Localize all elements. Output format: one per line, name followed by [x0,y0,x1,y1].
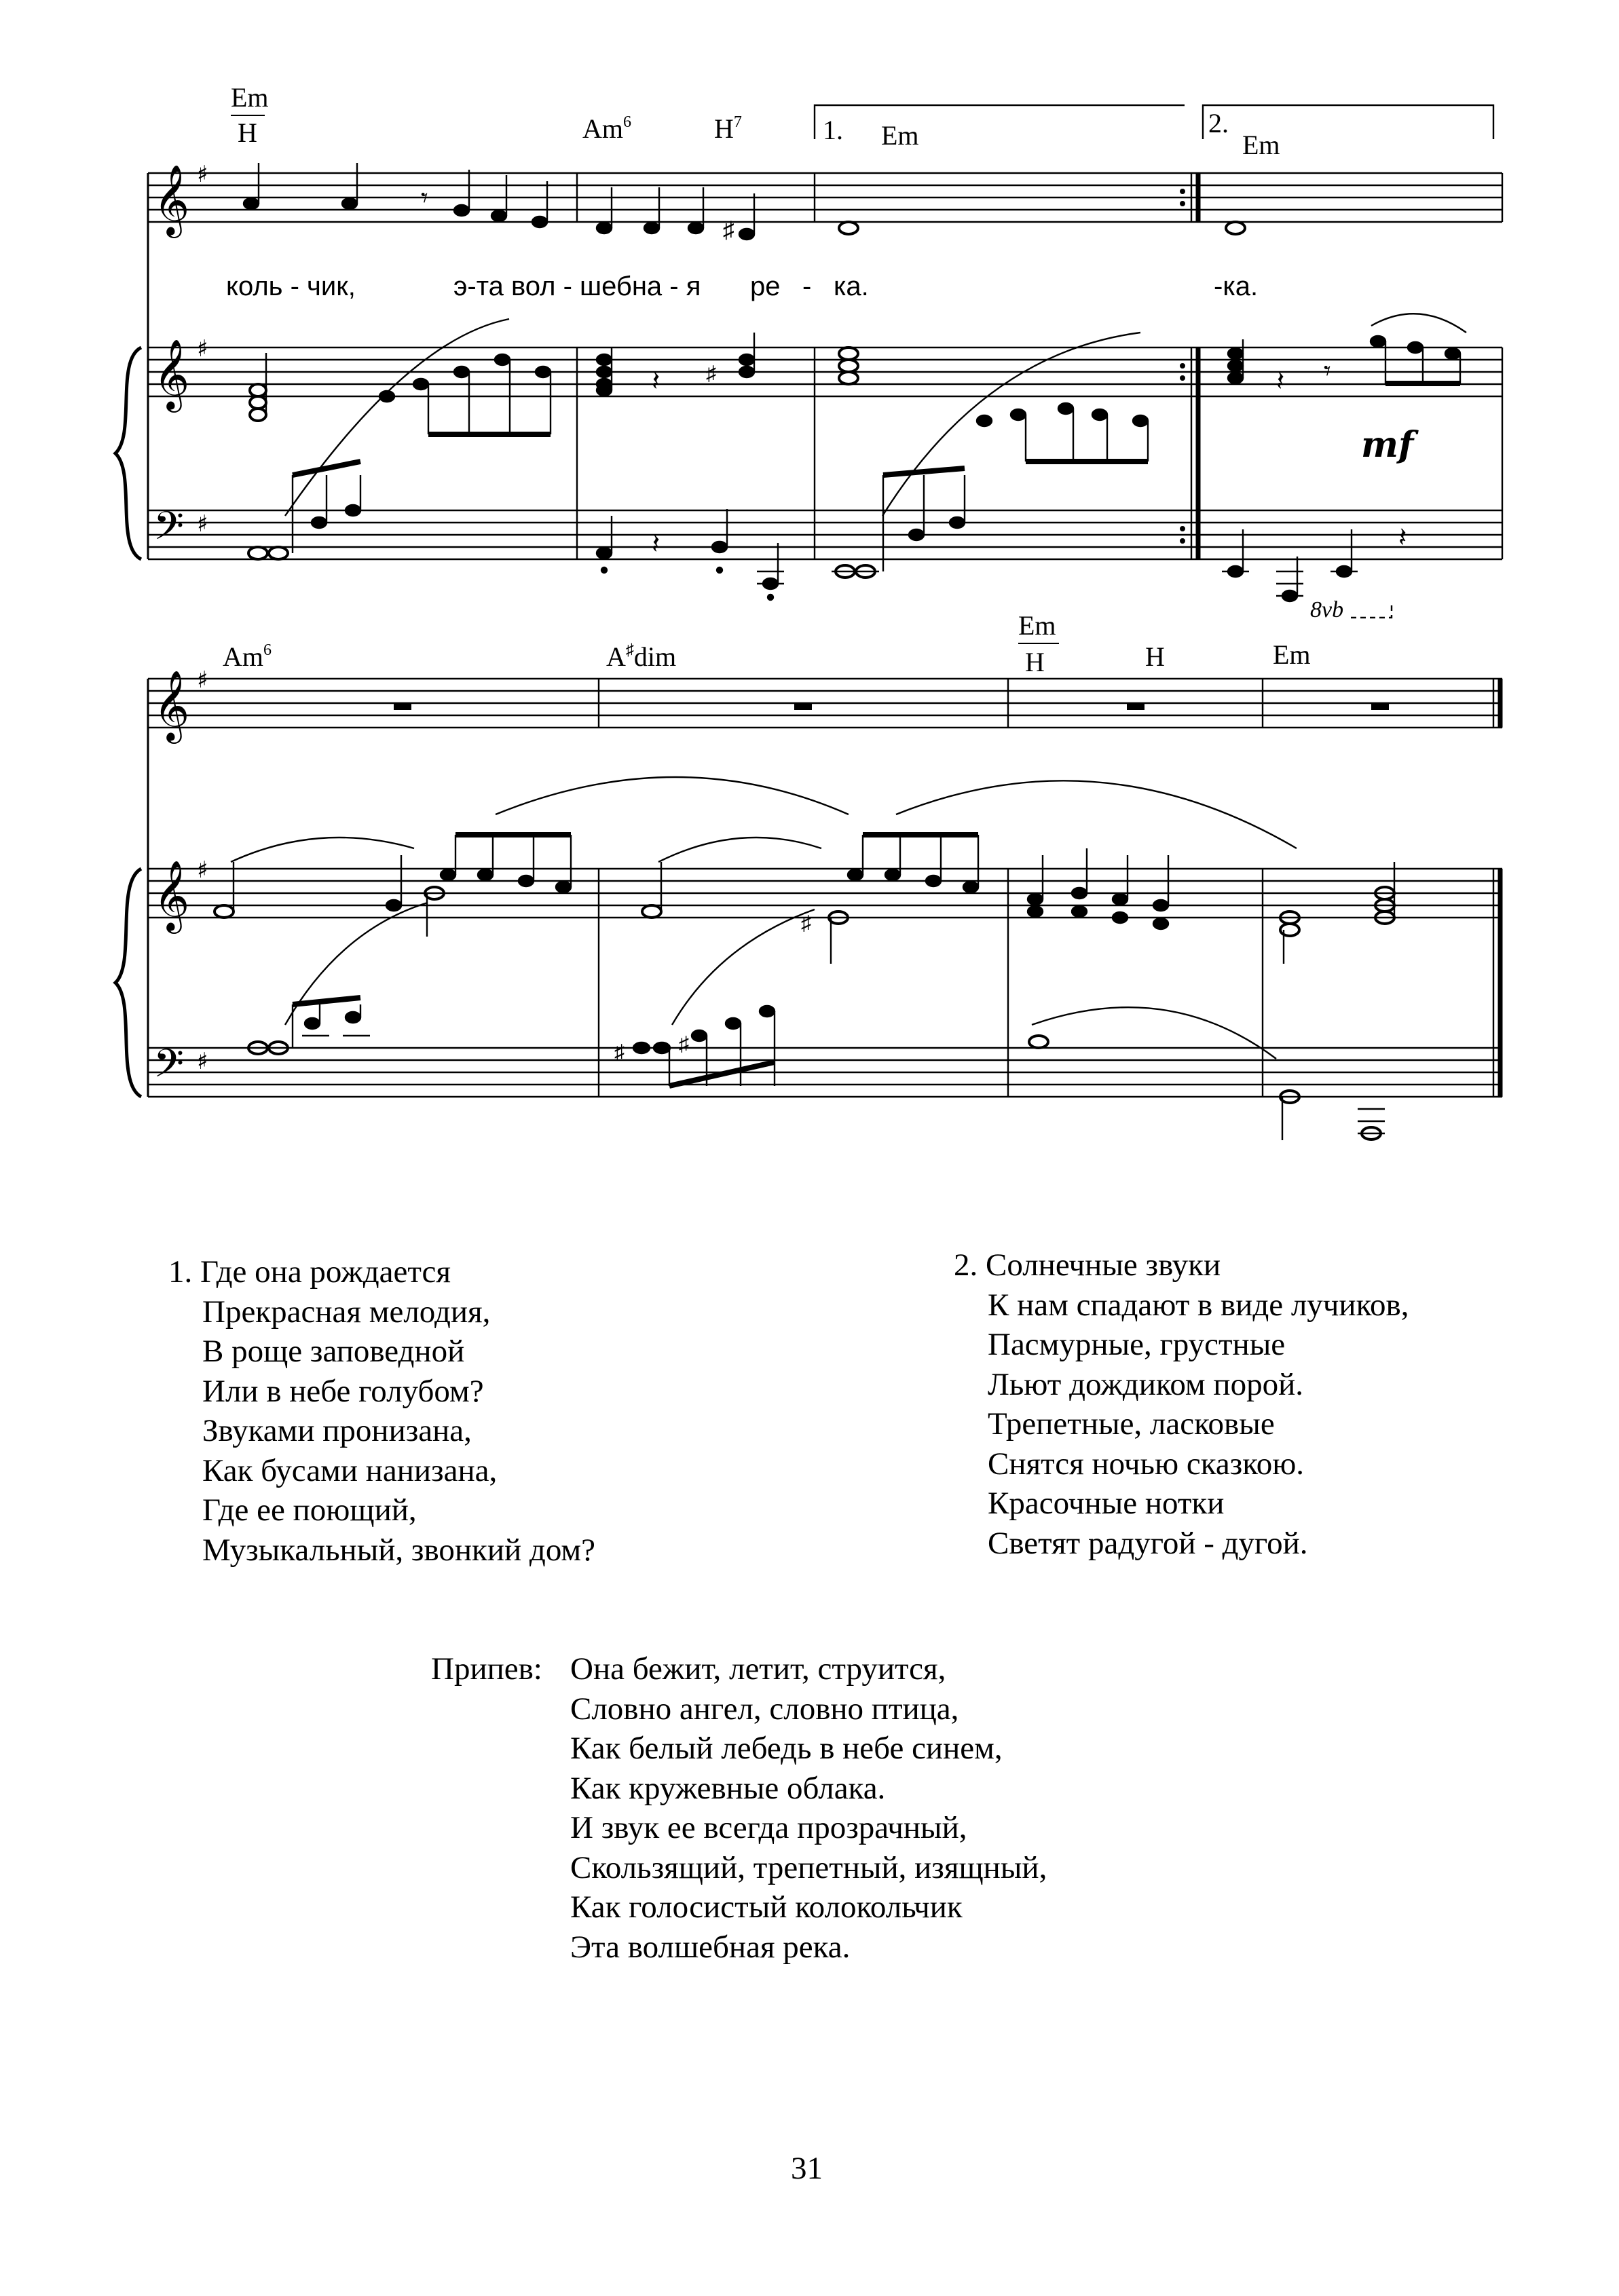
staff-vocal-2 [148,679,1502,728]
verse-line: В роще заповедной [202,1334,465,1369]
chord-em-over-h-top: Em [231,82,269,113]
bass-clef-icon: 𝄢 [153,1040,185,1096]
staff-lines [148,173,1502,1097]
svg-text:♯: ♯ [197,1048,208,1075]
brace-1 [115,347,141,559]
chord-asharpdim: A♯dim [606,641,677,672]
svg-text:♯: ♯ [197,510,208,538]
chord-em-over-h-2-top: Em [1018,610,1056,641]
piano-treble-notes-1 [250,314,1466,516]
lyric-syllable: коль - чик, [226,271,356,301]
verse-line: Снятся ночью сказкою. [988,1446,1305,1482]
svg-text:𝄽: 𝄽 [1398,522,1407,553]
repeat-dots [1180,189,1185,544]
chord-em-over-h-2-bottom: H [1025,647,1045,677]
chorus-line: Как белый лебедь в небе синем, [570,1731,1003,1766]
page-number: 31 [791,2151,823,2186]
verse-line: Звуками пронизана, [202,1413,472,1448]
staff-piano-treble-1 [148,347,1502,396]
system-lines [115,173,148,1097]
verse-line: Трепетные, ласковые [988,1406,1275,1442]
svg-text:𝄽: 𝄽 [652,366,660,397]
svg-text:♯: ♯ [614,1041,625,1064]
volta-1-label: 1. [823,115,843,145]
lyric-syllable: э-та вол - шебна - я [453,271,701,301]
chorus-line: Как кружевные облака. [570,1770,886,1806]
clefs [153,164,189,1096]
verse-line: 1. Где она рождается [168,1254,451,1290]
barlines-system-2 [599,679,1500,1097]
verse-line: Светят радугой - дугой. [988,1525,1308,1561]
verse-line: К нам спадают в виде лучиков, [988,1287,1409,1323]
key-signatures [197,161,208,1075]
treble-clef-icon: 𝄞 [153,670,190,741]
svg-text:♯: ♯ [197,857,208,884]
verse-line: Пасмурные, грустные [988,1327,1286,1362]
svg-text:♯: ♯ [197,335,208,362]
chorus-line: Как голосистый колокольчик [570,1889,963,1925]
svg-text:♯: ♯ [706,362,716,385]
lyric-syllable: ре [750,271,781,301]
lyric-syllable: ка. [834,271,869,301]
staff-piano-bass-1 [148,510,1502,559]
verse-line: 2. Солнечные звуки [954,1247,1221,1283]
verse-line: Или в небе голубом? [202,1373,484,1409]
svg-text:♯: ♯ [197,161,208,188]
verse-line: Музыкальный, звонкий дом? [202,1532,596,1568]
piano-bass-notes-2 [248,998,1385,1140]
chord-h: H [1145,641,1165,672]
verse-2 [954,1245,1409,1563]
octave-mark: 8vb [1310,597,1344,622]
chord-em-final: Em [1273,639,1311,670]
lyric-syllable: -ка. [1214,271,1259,301]
chord-h7: $H^7$ [714,113,742,144]
svg-text:𝄽: 𝄽 [1276,366,1285,397]
verse-line: Прекрасная мелодия, [202,1294,491,1330]
svg-text:𝄾: 𝄾 [1324,356,1331,387]
svg-text:♯: ♯ [801,912,811,935]
chorus-line: Скользящий, трепетный, изящный, [570,1849,1047,1885]
chord-am6-2: Am$^6$ [223,641,272,672]
verse-line: Где ее поющий, [202,1492,417,1528]
chord-am6: Am$^6$ [582,113,631,144]
chord-em-volta2: Em [1242,130,1280,160]
staff-piano-bass-2 [148,1048,1502,1097]
chorus-line: Словно ангел, словно птица, [570,1691,959,1727]
chorus-label: Припев: [431,1651,542,1687]
svg-text:♯: ♯ [679,1033,689,1055]
chorus-line: Эта волшебная река. [570,1929,851,1965]
volta-2-label: 2. [1208,108,1229,138]
svg-text:𝄽: 𝄽 [652,529,660,560]
vocal-notes-1 [244,163,1245,243]
piano-treble-notes-2 [215,777,1394,1025]
verse-line: Льют дождиком порой. [988,1366,1303,1402]
chorus-line: Она бежит, летит, струится, [570,1651,946,1687]
treble-clef-icon: 𝄞 [153,339,190,410]
verse-1 [168,1252,595,1570]
brace-2 [115,869,141,1097]
chord-em-volta1: Em [881,120,919,151]
svg-text:♯: ♯ [197,666,208,694]
vocal-rests-2 [394,703,1389,710]
svg-text:♯: ♯ [723,218,734,243]
bass-clef-icon: 𝄢 [153,503,185,559]
dynamic-mf: mf [1361,424,1414,466]
piano-bass-notes-1 [248,462,1407,618]
treble-clef-icon: 𝄞 [153,164,190,236]
verse-line: Красочные нотки [988,1486,1225,1521]
staff-piano-treble-2 [148,869,1502,918]
lyric-syllable: - [802,271,812,301]
chorus-line: И звук ее всегда прозрачный, [570,1810,967,1845]
verse-line: Как бусами нанизана, [202,1452,498,1488]
svg-text:𝄾: 𝄾 [421,183,428,214]
chord-em-over-h-bottom: H [238,117,257,148]
chorus [570,1649,1047,1967]
treble-clef-icon: 𝄞 [153,860,190,931]
slash-chord-bars [231,115,1059,643]
